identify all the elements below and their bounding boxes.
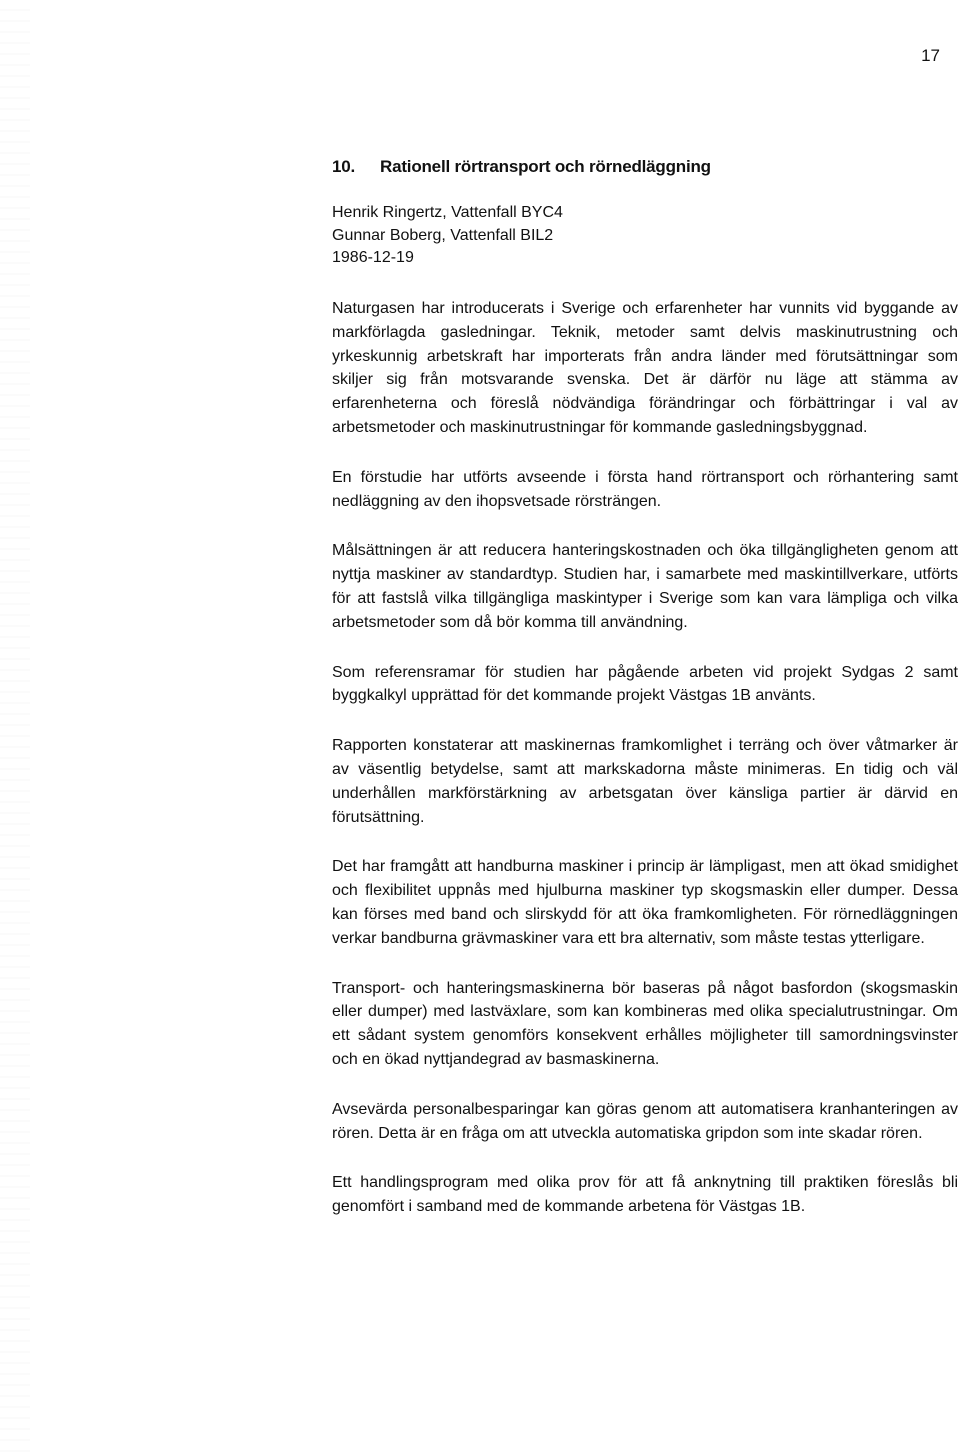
body-text xyxy=(332,297,958,1245)
paragraph: Avsevärda personalbesparingar kan göras genom att automatisera kranhanteringen av rören. Detta är en fråga om att utveckla automatiska gripdon som inte skadar rören. xyxy=(332,1100,958,1142)
paragraph: Målsättningen är att reducera hanteringskostnaden och öka tillgängligheten genom att nyttja maskiner av standardtyp. Studien har, i samarbete med maskintillverkare, utförts för att fastslå vilka tillgängliga maskintyper i Sverige som kan vara lämpliga och vilka arbetsmetoder som då bör komma till användning. xyxy=(332,542,958,631)
paragraph: Transport- och hanteringsmaskinerna bör baseras på något basfordon (skogsmaskin eller dumper) med lastväxlare, som kan kombineras med olika specialutrustningar. Om ett sådant system genomförs konsekvent erhålles möjligheter till samordningsvinster och en ökad nyttjandegrad av basmaskinerna. xyxy=(332,979,958,1068)
section-heading xyxy=(332,157,711,177)
author-line: Gunnar Boberg, Vattenfall BIL2 xyxy=(332,226,554,244)
paragraph: Ett handlingsprogram med olika prov för att få anknytning till praktiken föreslås bli genomfört i samband med de kommande arbetena för Västgas 1B. xyxy=(332,1174,958,1216)
author-block xyxy=(332,202,563,270)
date-line: 1986-12-19 xyxy=(332,249,414,266)
paragraph: Rapporten konstaterar att maskinernas framkomlighet i terräng och över våtmarker är av väsentlig betydelse, samt att markskadorna måste minimeras. En tidig och väl underhållen markförstärkning av arbetsgatan över känsliga partier är därvid en förutsättning. xyxy=(332,737,958,826)
author-line: Henrik Ringertz, Vattenfall BYC4 xyxy=(332,204,563,221)
page-number: 17 xyxy=(921,46,940,65)
paragraph: En förstudie har utförts avseende i första hand rörtransport och rörhantering samt nedläggning av den ihopsvetsade rörsträngen. xyxy=(332,468,958,510)
section-title: Rationell rörtransport och rörnedläggning xyxy=(380,157,711,176)
paragraph: Som referensramar för studien har pågående arbeten vid projekt Sydgas 2 samt byggkalkyl upprättad för det kommande projekt Västgas 1B använts. xyxy=(332,663,958,705)
paragraph: Naturgasen har introducerats i Sverige och erfarenheter har vunnits vid byggande av markförlagda gasledningar. Teknik, metoder samt delvis maskinutrustning och yrkeskunnig arbetskraft har importerats från andra länder med förutsättningar som skiljer sig från motsvarande svenska. Det är därför nu läge att stämma av erfarenheterna och föreslå nödvändiga förändringar och förbättringar i val av arbetsmetoder och maskinutrustningar för kommande gasledningsbyggnad. xyxy=(332,300,958,436)
scan-edge-artifact xyxy=(0,0,30,1454)
paragraph: Det har framgått att handburna maskiner i princip är lämpligast, men att ökad smidighet och flexibilitet uppnås med hjulburna maskiner typ skogsmaskin eller dumper. Dessa kan förses med band och slirskydd för att öka framkomligheten. För rörnedläggningen verkar bandburna grävmaskiner vara ett bra alternativ, som måste testas ytterligare. xyxy=(332,858,958,947)
section-number: 10. xyxy=(332,157,356,176)
